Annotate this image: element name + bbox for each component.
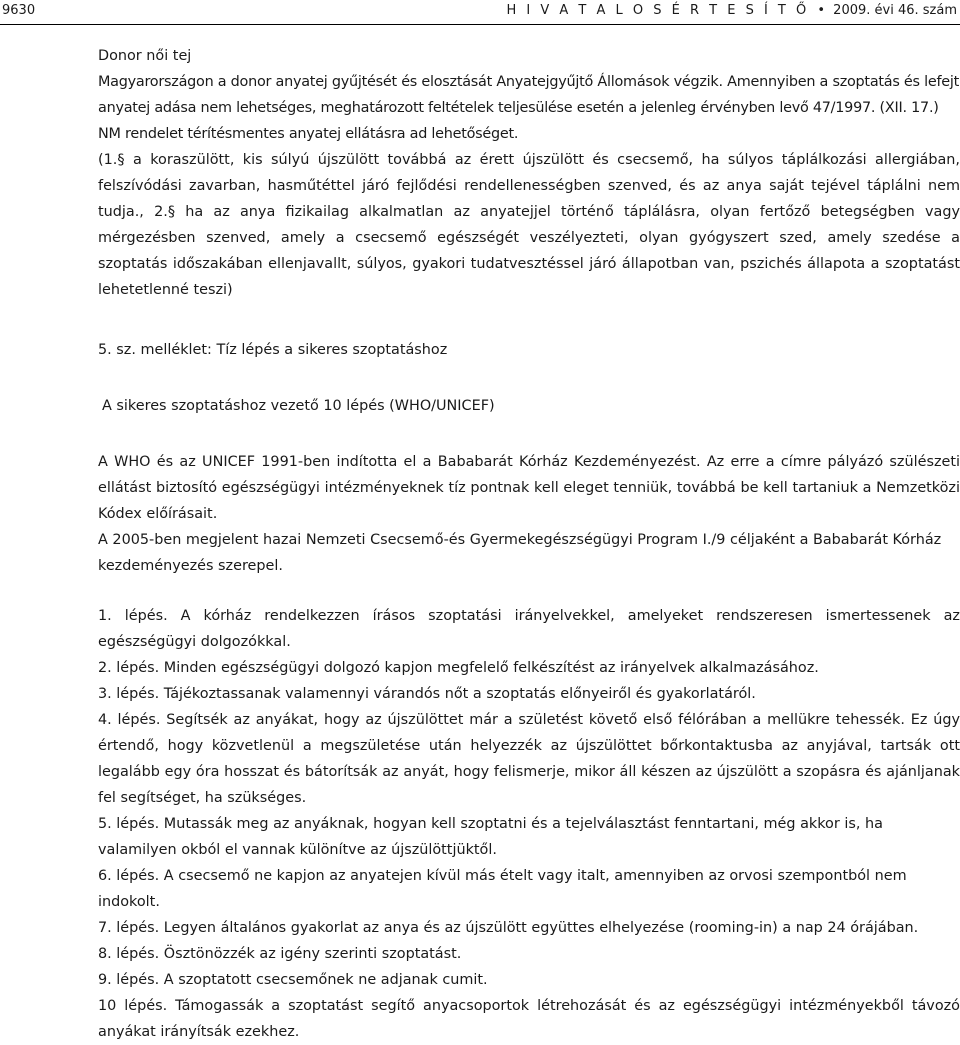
who-paragraph: A WHO és az UNICEF 1991-ben indította el a Bababarát Kórház Kezdeményezést. Az erre a címre pályázó szülészeti ellátást biztosító egészségügyi intézményeknek tíz pontnak kell eleget tenniük, továbbá be kell tartaniuk a Nemzetközi Kódex előírásait. <box>98 454 960 522</box>
running-header <box>0 0 960 24</box>
intro-paragraph: Magyarországon a donor anyatej gyűjtését és elosztását Anyatejgyűjtő Állomások végzik. Amennyiben a szoptatás és lefejt anyatej adása nem lehetséges, meghatározott feltételek teljesülése esetén a jelenleg érvényben levő 47/1997. (XII. 17.) NM rendelet térítésmentes anyatej ellátásra ad lehetőséget. <box>98 74 960 142</box>
header-rule <box>0 24 960 25</box>
section-title: Donor női tej <box>98 48 192 64</box>
step-item: 3. lépés. Tájékoztassanak valamennyi várandós nőt a szoptatás előnyeiről és gyakorlatáról. <box>98 686 756 702</box>
step-item: 8. lépés. Ösztönözzék az igény szerinti szoptatást. <box>98 946 462 962</box>
step-item: 7. lépés. Legyen általános gyakorlat az anya és az újszülött együttes elhelyezése (rooming-in) a nap 24 órájában. <box>98 920 919 936</box>
annex-subtitle: A sikeres szoptatáshoz vezető 10 lépés (WHO/UNICEF) <box>102 398 495 414</box>
bullet-separator: • <box>817 3 826 18</box>
step-item: 1. lépés. A kórház rendelkezzen írásos szoptatási irányelvekkel, amelyeket rendszeresen ismertessenek az egészségügyi dolgozókkal. <box>98 608 960 650</box>
journal-title: H I V A T A L O S É R T E S Í T Ő <box>506 3 810 18</box>
issue-label: 2009. évi 46. szám <box>833 3 957 18</box>
page-number: 9630 <box>2 3 36 18</box>
step-item: 5. lépés. Mutassák meg az anyáknak, hogyan kell szoptatni és a tejelválasztást fenntartani, még akkor is, ha valamilyen okból el vannak különítve az újszülöttjüktől. <box>98 816 883 858</box>
step-item: 6. lépés. A csecsemő ne kapjon az anyatejen kívül más ételt vagy italt, amennyiben az orvosi szempontból nem indokolt. <box>98 868 907 910</box>
document-body <box>98 43 960 1045</box>
step-item: 2. lépés. Minden egészségügyi dolgozó kapjon megfelelő felkészítést az irányelvek alkalmazásához. <box>98 660 819 676</box>
steps-list <box>98 603 960 1045</box>
conditions-paragraph: (1.§ a koraszülött, kis súlyú újszülött továbbá az érett újszülött és csecsemő, ha súlyos táplálkozási allergiában, felszívódási zavarban, hasműtéttel járó fejlődési rendellenességben szenved, és az anya saját tejével táplálni nem tudja., 2.§ ha az anya fizikailag alkalmatlan az anyatejjel történő táplálásra, olyan fertőző betegségben vagy mérgezésben szenved, amely a csecsemő egészségét veszélyezteti, olyan gyógyszert szed, amely szedése a szoptatás időszakában ellenjavallt, súlyos, gyakori tudatvesztéssel járó állapotban van, pszichés állapota a szoptatást lehetetlenné teszi) <box>98 152 960 298</box>
step-item: 4. lépés. Segítsék az anyákat, hogy az újszülöttet már a születést követő első félórában a mellükre tehessék. Ez úgy értendő, hogy közvetlenül a megszületése után helyezzék az újszülöttet bőrkontaktusba az anyjával, tartsák ott legalább egy óra hosszat és bátorítsák az anyát, hogy felismerje, mikor áll készen az újszülött a szopásra és ajánljanak fel segítséget, ha szükséges. <box>98 712 960 806</box>
program-paragraph: A 2005-ben megjelent hazai Nemzeti Csecsemő-és Gyermekegészségügyi Program I./9 céljaként a Bababarát Kórház kezdeményezés szerepel. <box>98 532 942 574</box>
step-item: 10 lépés. Támogassák a szoptatást segítő anyacsoportok létrehozását és az egészségügyi intézményekből távozó anyákat irányítsák ezekhez. <box>98 998 960 1040</box>
step-item: 9. lépés. A szoptatott csecsemőnek ne adjanak cumit. <box>98 972 488 988</box>
journal-masthead <box>506 2 957 20</box>
annex-title: 5. sz. melléklet: Tíz lépés a sikeres szoptatáshoz <box>98 342 448 358</box>
